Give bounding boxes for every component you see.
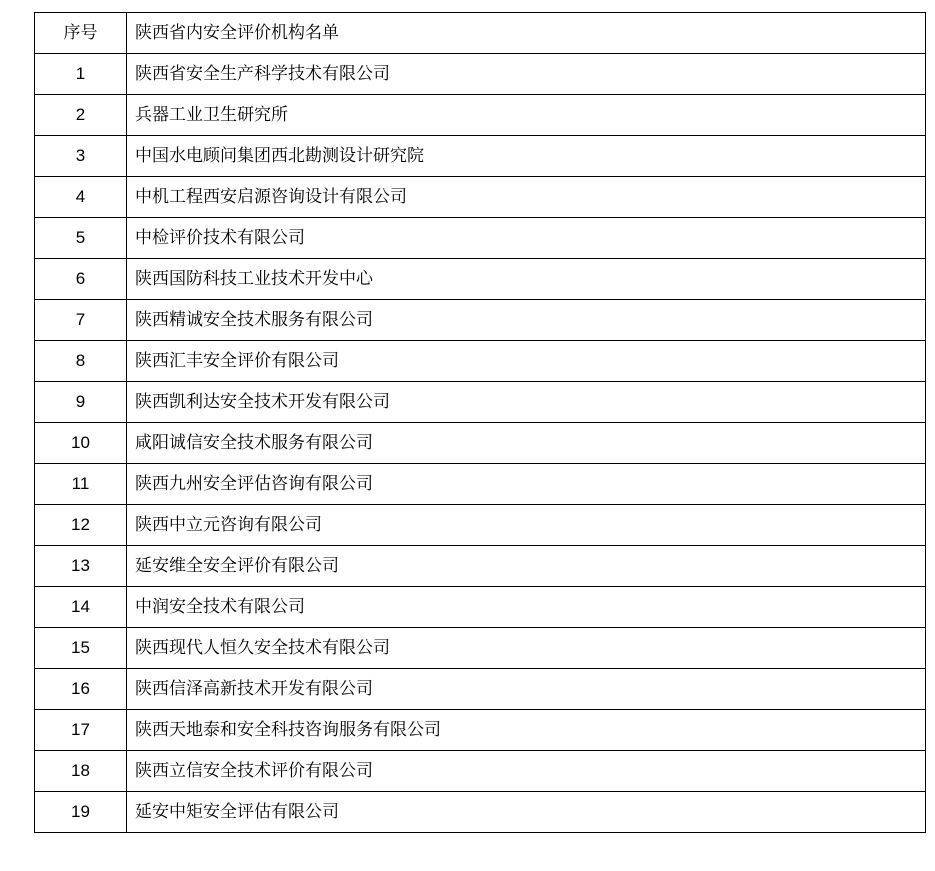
row-index: 1 xyxy=(35,54,127,95)
row-index: 10 xyxy=(35,423,127,464)
row-name: 中润安全技术有限公司 xyxy=(127,587,926,628)
row-index: 13 xyxy=(35,546,127,587)
table-row xyxy=(35,136,926,177)
row-index: 4 xyxy=(35,177,127,218)
row-index: 19 xyxy=(35,792,127,833)
table-row xyxy=(35,751,926,792)
row-index: 5 xyxy=(35,218,127,259)
table-row xyxy=(35,341,926,382)
column-header-index: 序号 xyxy=(35,13,127,54)
row-name: 陕西天地泰和安全科技咨询服务有限公司 xyxy=(127,710,926,751)
table-row xyxy=(35,669,926,710)
table-row xyxy=(35,300,926,341)
row-name: 延安维全安全评价有限公司 xyxy=(127,546,926,587)
row-name: 兵器工业卫生研究所 xyxy=(127,95,926,136)
table-row xyxy=(35,464,926,505)
row-name: 陕西国防科技工业技术开发中心 xyxy=(127,259,926,300)
row-name: 陕西信泽高新技术开发有限公司 xyxy=(127,669,926,710)
table-row xyxy=(35,546,926,587)
row-name: 陕西汇丰安全评价有限公司 xyxy=(127,341,926,382)
row-index: 14 xyxy=(35,587,127,628)
row-name: 陕西现代人恒久安全技术有限公司 xyxy=(127,628,926,669)
table-row xyxy=(35,587,926,628)
safety-evaluation-agency-table xyxy=(34,12,926,833)
row-index: 15 xyxy=(35,628,127,669)
table-body xyxy=(35,13,926,833)
row-index: 8 xyxy=(35,341,127,382)
row-index: 12 xyxy=(35,505,127,546)
row-name: 陕西九州安全评估咨询有限公司 xyxy=(127,464,926,505)
row-index: 17 xyxy=(35,710,127,751)
row-name: 延安中矩安全评估有限公司 xyxy=(127,792,926,833)
table-row xyxy=(35,218,926,259)
row-name: 陕西凯利达安全技术开发有限公司 xyxy=(127,382,926,423)
table-row xyxy=(35,505,926,546)
row-index: 9 xyxy=(35,382,127,423)
row-name: 陕西立信安全技术评价有限公司 xyxy=(127,751,926,792)
row-index: 11 xyxy=(35,464,127,505)
table-row xyxy=(35,259,926,300)
row-name: 陕西精诚安全技术服务有限公司 xyxy=(127,300,926,341)
row-name: 中检评价技术有限公司 xyxy=(127,218,926,259)
table-row xyxy=(35,792,926,833)
row-name: 陕西中立元咨询有限公司 xyxy=(127,505,926,546)
row-index: 2 xyxy=(35,95,127,136)
table-row xyxy=(35,423,926,464)
table-row xyxy=(35,628,926,669)
table-row xyxy=(35,177,926,218)
row-name: 中机工程西安启源咨询设计有限公司 xyxy=(127,177,926,218)
table-row xyxy=(35,382,926,423)
row-name: 中国水电顾问集团西北勘测设计研究院 xyxy=(127,136,926,177)
table-header-row xyxy=(35,13,926,54)
row-index: 18 xyxy=(35,751,127,792)
row-index: 16 xyxy=(35,669,127,710)
row-index: 6 xyxy=(35,259,127,300)
table-row xyxy=(35,710,926,751)
row-index: 3 xyxy=(35,136,127,177)
row-index: 7 xyxy=(35,300,127,341)
table-row xyxy=(35,54,926,95)
table-row xyxy=(35,95,926,136)
column-header-name: 陕西省内安全评价机构名单 xyxy=(127,13,926,54)
row-name: 陕西省安全生产科学技术有限公司 xyxy=(127,54,926,95)
row-name: 咸阳诚信安全技术服务有限公司 xyxy=(127,423,926,464)
